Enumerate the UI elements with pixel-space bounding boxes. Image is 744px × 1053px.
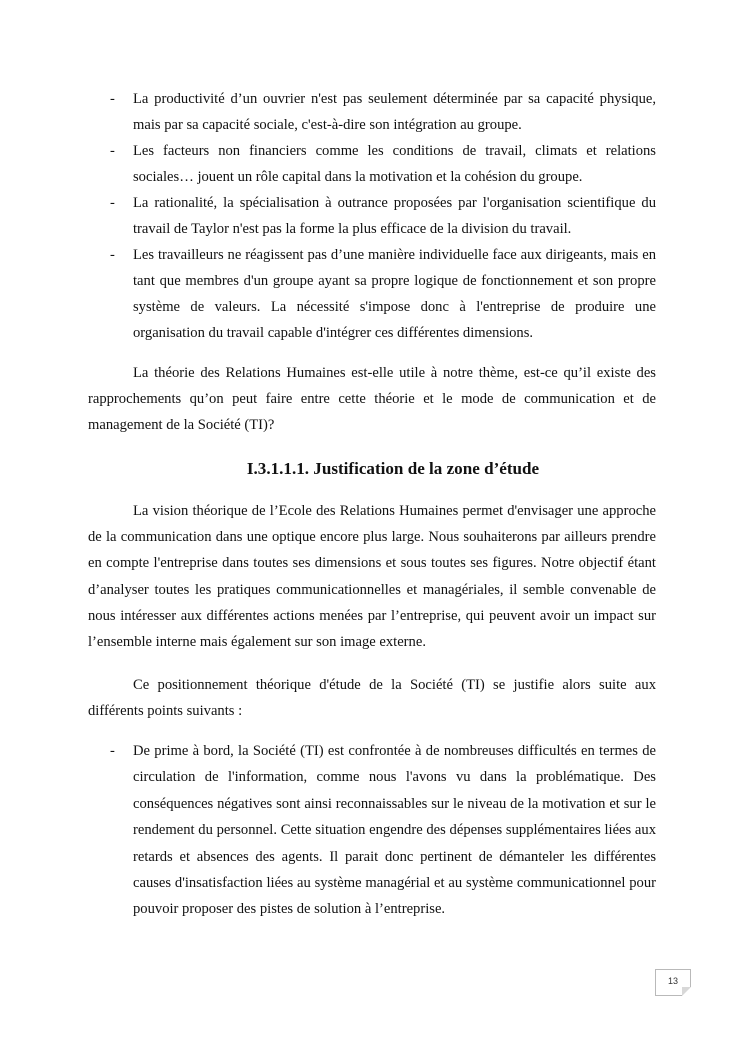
bullet-dash: - bbox=[110, 247, 115, 263]
bullet-list-principles bbox=[0, 86, 744, 346]
paragraph-positionnement: Ce positionnement théorique d'étude de la Société (TI) se justifie alors suite aux différents points suivants : bbox=[88, 677, 656, 720]
page-curl-icon bbox=[682, 987, 691, 996]
list-item-text: De prime à bord, la Société (TI) est confrontée à de nombreuses difficultés en termes de circulation de l'information, comme nous l'avons vu dans la problématique. Des conséquences négatives sont ainsi reconnaissables sur le niveau de la motivation et sur le rendement du personnel. Cette situation engendre des dépenses supplémentaires liées aux retards et absences des agents. Il parait donc pertinent de démanteler les différentes causes d'insatisfaction liées au système managérial et au système communicationnel pour pouvoir proposer des pistes de solution à l’entreprise. bbox=[133, 743, 656, 918]
bullet-dash: - bbox=[110, 143, 115, 159]
section-heading: I.3.1.1.1. Justification de la zone d’étude bbox=[246, 459, 540, 478]
paragraph-vision-theorique: La vision théorique de l’Ecole des Relations Humaines permet d'envisager une approche de la communication dans une optique encore plus large. Nous souhaiterons par ailleurs prendre en compte l'entreprise dans toutes ses dimensions et sous toutes ses figures. Notre objectif étant d’analyser toutes les pratiques communicationnelles et managériales, il semble convenable de nous intéresser aux différentes actions menées par l’entreprise, qui peuvent avoir un impact sur l’ensemble interne mais également sur son image externe. bbox=[88, 503, 656, 651]
bullet-dash: - bbox=[110, 743, 115, 759]
list-item-text: La productivité d’un ouvrier n'est pas seulement déterminée par sa capacité physique, mais par sa capacité sociale, c'est-à-dire son intégration au groupe. bbox=[133, 91, 656, 133]
list-item bbox=[0, 190, 744, 242]
paragraph-relations-humaines: La théorie des Relations Humaines est-elle utile à notre thème, est-ce qu’il existe des rapprochements qu’on peut faire entre cette théorie et le mode de communication et de management de la Société (TI)? bbox=[88, 365, 656, 434]
list-item-text: Les facteurs non financiers comme les conditions de travail, climats et relations sociales… jouent un rôle capital dans la motivation et la cohésion du groupe. bbox=[133, 143, 656, 185]
page-number-badge bbox=[655, 969, 691, 996]
list-item bbox=[0, 86, 744, 138]
bullet-list-justification bbox=[0, 738, 744, 923]
list-item bbox=[0, 738, 744, 923]
list-item bbox=[0, 242, 744, 346]
list-item bbox=[0, 138, 744, 190]
bullet-dash: - bbox=[110, 91, 115, 107]
list-item-text: Les travailleurs ne réagissent pas d’une manière individuelle face aux dirigeants, mais en tant que membres d'un groupe ayant sa propre logique de fonctionnement et son propre système de valeurs. La nécessité s'impose donc à l'entreprise de produire une organisation du travail capable d'intégrer ces différentes dimensions. bbox=[133, 247, 656, 341]
bullet-dash: - bbox=[110, 195, 115, 211]
list-item-text: La rationalité, la spécialisation à outrance proposées par l'organisation scientifique du travail de Taylor n'est pas la forme la plus efficace de la division du travail. bbox=[133, 195, 656, 237]
page-number: 13 bbox=[667, 976, 678, 986]
